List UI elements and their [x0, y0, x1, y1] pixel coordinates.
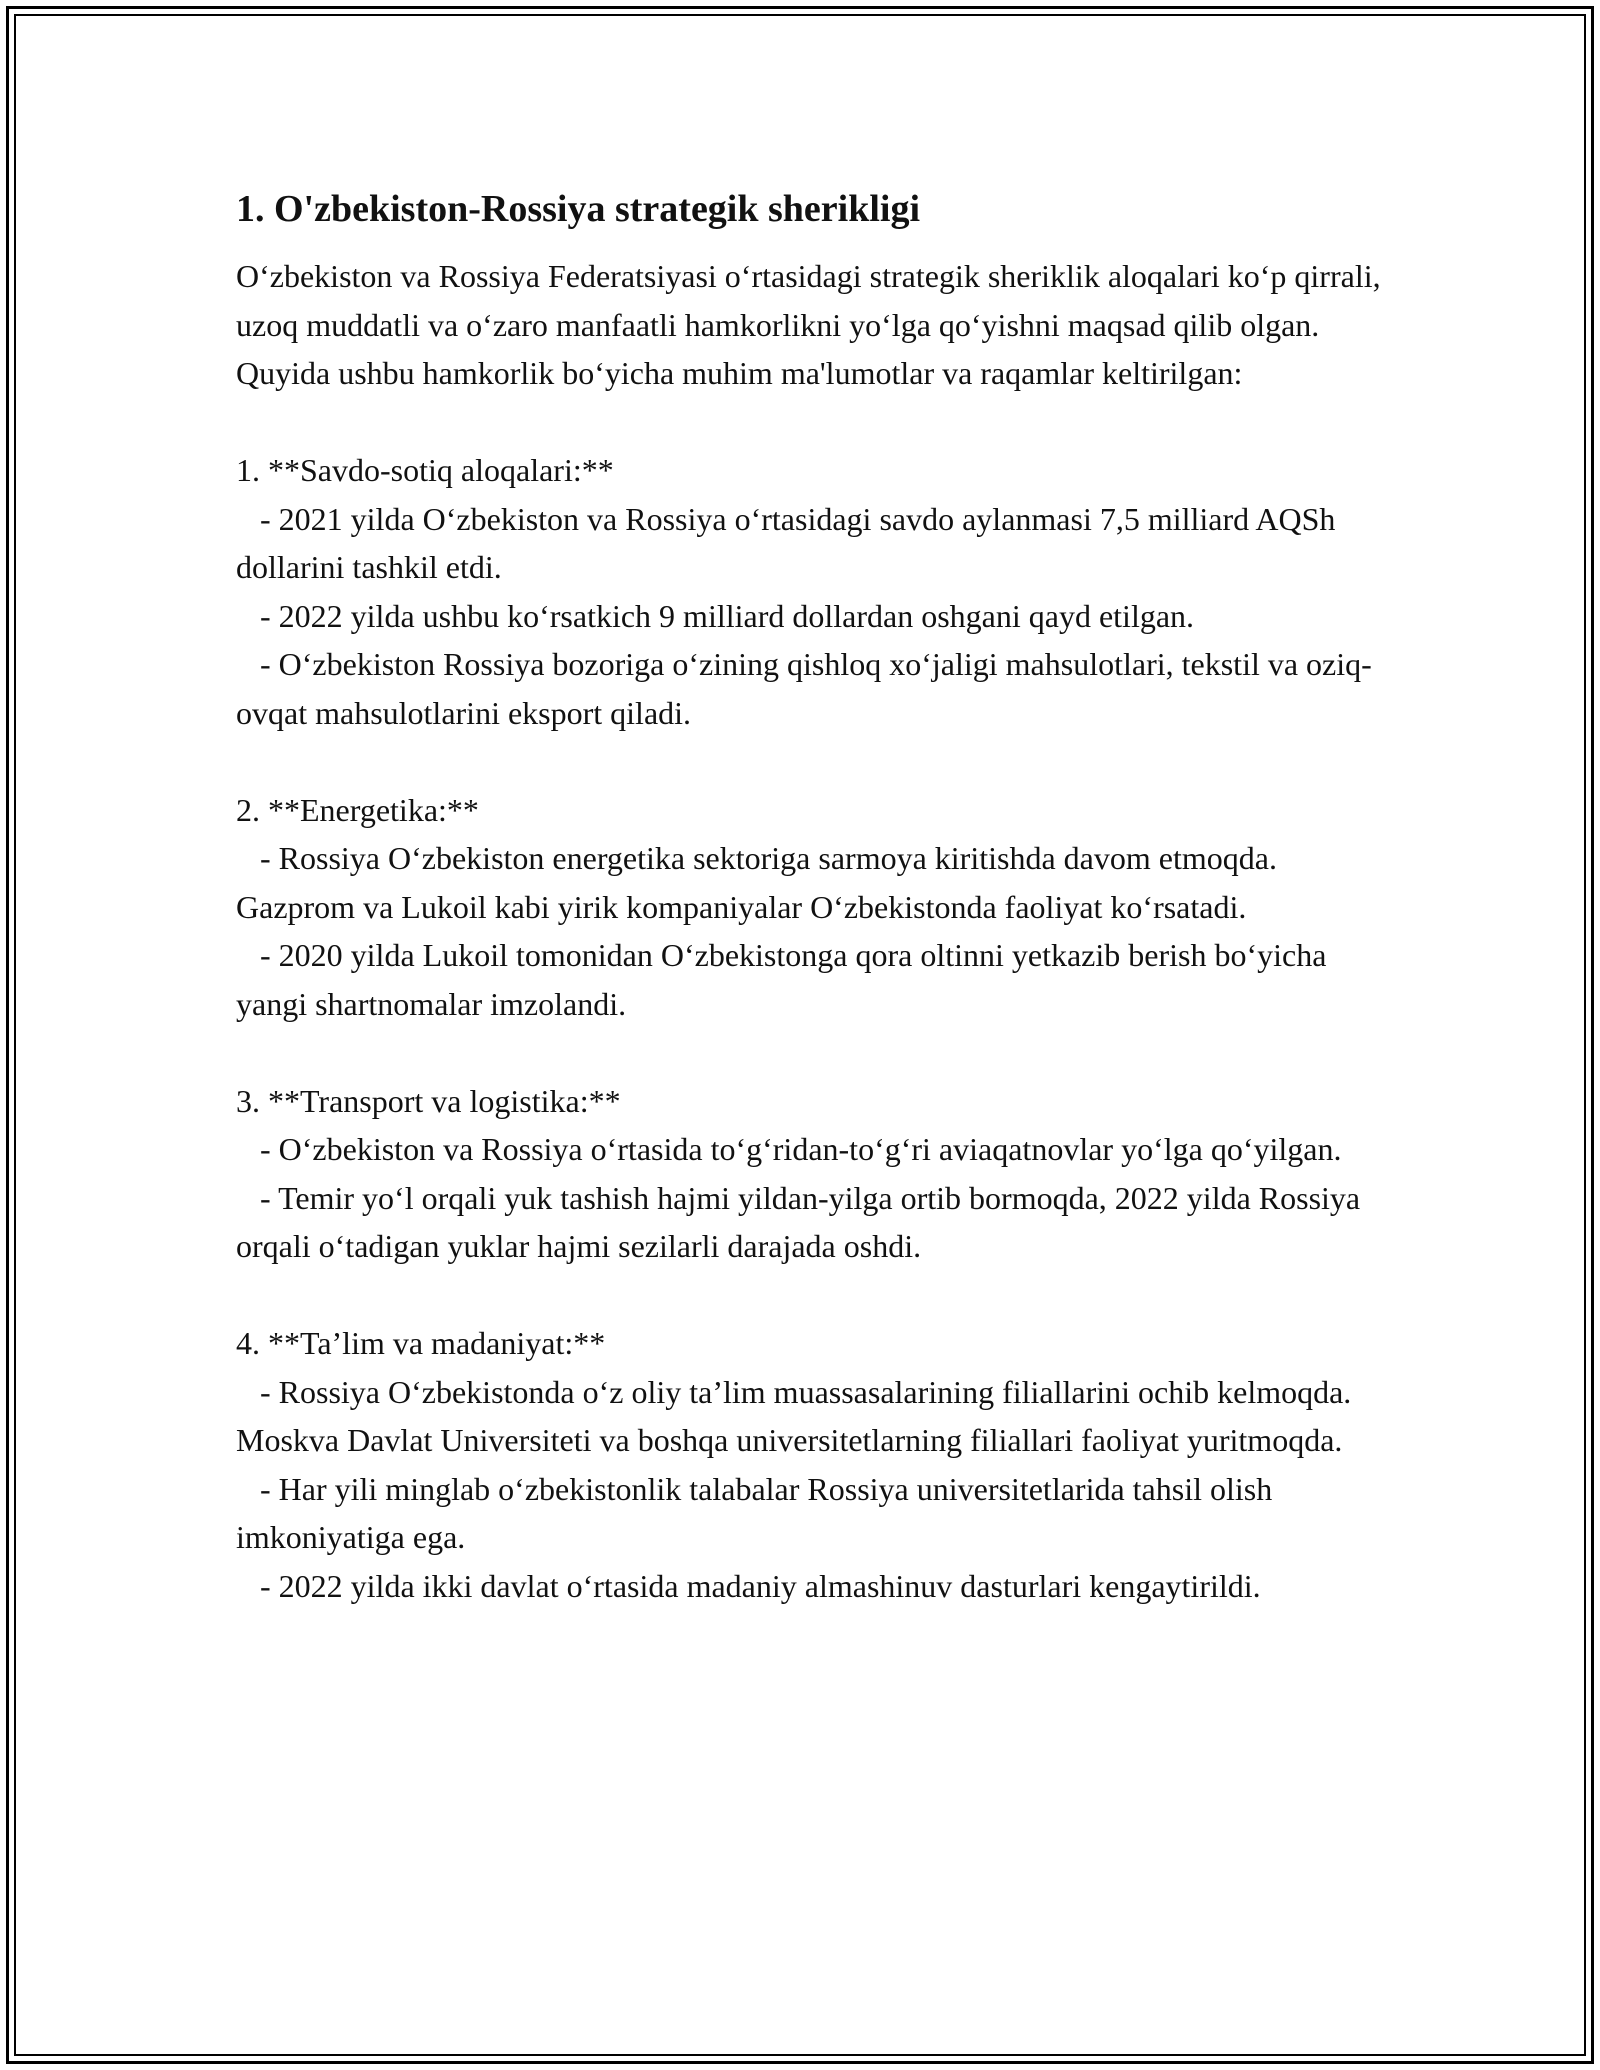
section-heading: 2. **Energetika:**: [236, 791, 479, 828]
document-title: 1. O'zbekiston-Rossiya strategik sherikligi: [236, 188, 921, 230]
section-heading: 1. **Savdo-sotiq aloqalari:**: [236, 452, 614, 488]
section-trade: [236, 446, 1396, 737]
list-item: - 2020 yilda Lukoil tomonidan O‘zbekistonga qora oltinni yetkazib berish bo‘yicha yangi shartnomalar imzolandi.: [236, 937, 1335, 1022]
document-body: [236, 186, 1396, 1610]
list-item: - 2021 yilda O‘zbekiston va Rossiya o‘rtasidagi savdo aylanmasi 7,5 milliard AQSh dollarini tashkil etdi.: [236, 500, 1344, 585]
intro-paragraph: O‘zbekiston va Rossiya Federatsiyasi o‘rtasidagi strategik sheriklik aloqalari ko‘p qirrali, uzoq muddatli va o‘zaro manfaatli hamkorlikni yo‘lga qo‘yishni maqsad qilib olgan. Quyida ushbu hamkorlik bo‘yicha muhim ma'lumotlar va raqamlar keltirilgan:: [236, 258, 1381, 391]
list-item: - 2022 yilda ushbu ko‘rsatkich 9 milliard dollardan oshgani qayd etilgan.: [236, 597, 1195, 634]
section-education-culture: [236, 1319, 1396, 1610]
section-transport: [236, 1077, 1396, 1271]
list-item: - Rossiya O‘zbekistonda o‘z oliy ta’lim muassasalarining filiallarini ochib kelmoqda. Moskva Davlat Universiteti va boshqa universitetlarning filiallari faoliyat yuritmoqda.: [236, 1373, 1360, 1458]
list-item: - Har yili minglab o‘zbekistonlik talabalar Rossiya universitetlarida tahsil olish imkoniyatiga ega.: [236, 1470, 1281, 1555]
list-item: - Rossiya O‘zbekiston energetika sektoriga sarmoya kiritishda davom etmoqda. Gazprom va Lukoil kabi yirik kompaniyalar O‘zbekistonda faoliyat ko‘rsatadi.: [236, 840, 1285, 925]
list-item: - O‘zbekiston va Rossiya o‘rtasida to‘g‘ridan-to‘g‘ri aviaqatnovlar yo‘lga qo‘yilgan.: [236, 1131, 1342, 1167]
section-heading: 4. **Ta’lim va madaniyat:**: [236, 1325, 606, 1361]
section-energy: [236, 786, 1396, 1029]
list-item: - O‘zbekiston Rossiya bozoriga o‘zining qishloq xo‘jaligi mahsulotlari, tekstil va oziq-ovqat mahsulotlarini eksport qiladi.: [236, 646, 1372, 731]
list-item: - 2022 yilda ikki davlat o‘rtasida madaniy almashinuv dasturlari kengaytirildi.: [236, 1567, 1261, 1604]
section-heading: 3. **Transport va logistika:**: [236, 1082, 621, 1119]
list-item: - Temir yo‘l orqali yuk tashish hajmi yildan-yilga ortib bormoqda, 2022 yilda Rossiya orqali o‘tadigan yuklar hajmi sezilarli darajada oshdi.: [236, 1179, 1369, 1264]
